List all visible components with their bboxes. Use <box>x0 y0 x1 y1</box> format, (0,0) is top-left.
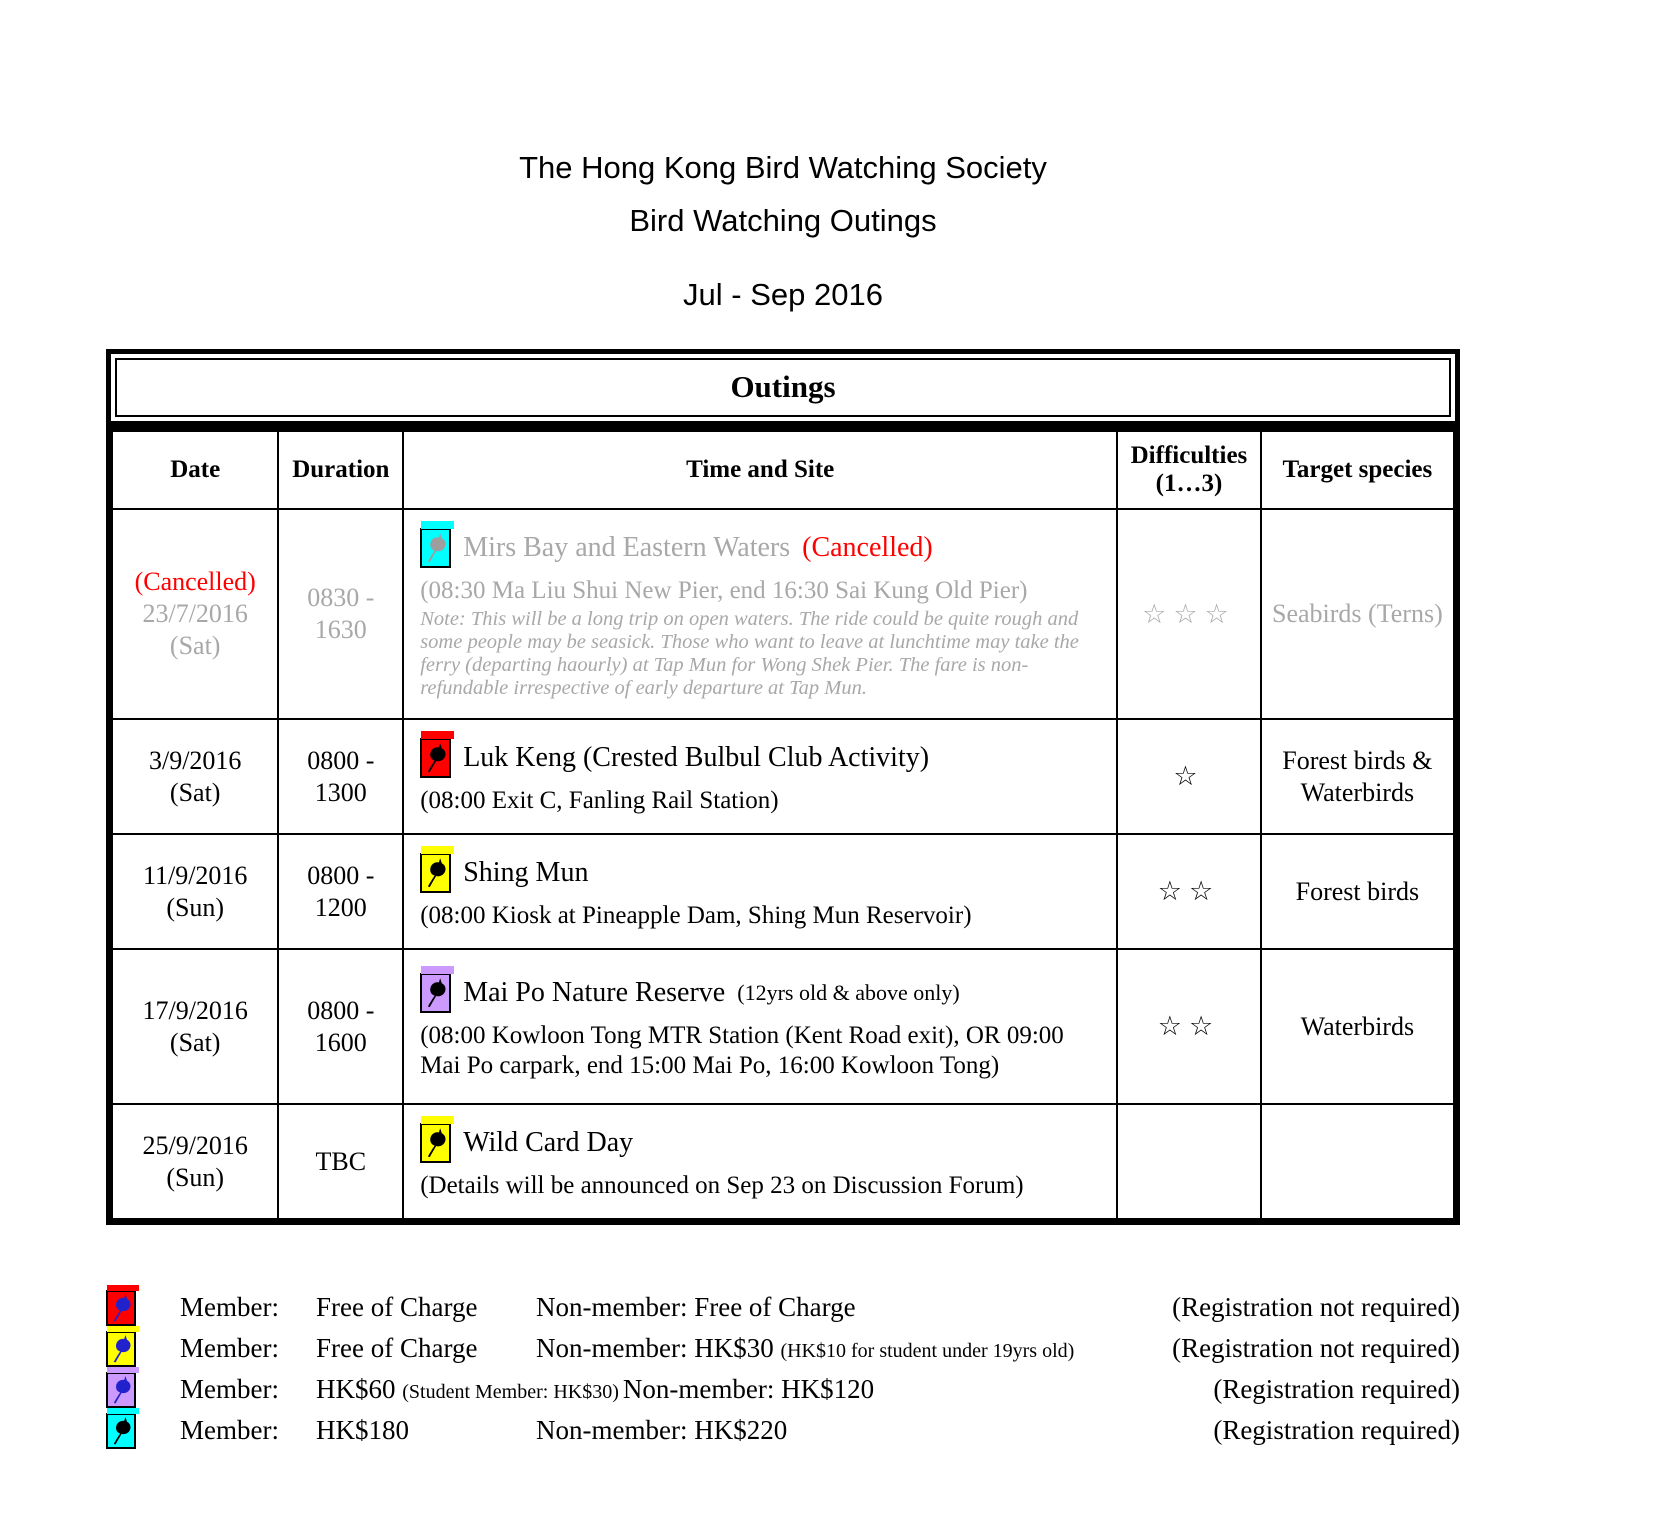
outing-day: (Sat) <box>169 777 221 807</box>
document-title: Bird Watching Outings <box>629 203 937 238</box>
outing-date: 3/9/2016 <box>148 745 242 775</box>
category-yellow-icon <box>420 853 451 893</box>
time-site-cell <box>403 834 1117 949</box>
difficulty-cell <box>1117 1104 1261 1219</box>
difficulty-cell <box>1117 949 1261 1104</box>
registration-note: (Registration not required) <box>1172 1292 1460 1322</box>
nonmember-fee: Non-member: HK$120 <box>622 1374 875 1404</box>
cancelled-flag: (Cancelled) <box>802 532 933 563</box>
table-row-luk-keng <box>112 719 1454 834</box>
outing-location: (08:00 Exit C, Fanling Rail Station) <box>420 786 779 814</box>
duration-cell: TBC <box>278 1104 403 1219</box>
document-header <box>106 0 1460 313</box>
category-purple-icon <box>420 973 451 1013</box>
species-cell: Forest birds <box>1261 834 1454 949</box>
outing-location: (Details will be announced on Sep 23 on Discussion Forum) <box>420 1171 1024 1199</box>
outings-table-frame <box>106 349 1460 1225</box>
member-label: Member: <box>180 1415 279 1445</box>
category-red-icon <box>420 738 451 778</box>
category-red-icon <box>106 1290 136 1326</box>
nonmember-fee: Non-member: HK$30 (HK$10 for student under 19yrs old) <box>536 1333 1075 1363</box>
difficulty-stars: ☆☆ <box>1157 1011 1221 1041</box>
table-row-mai-po <box>112 949 1454 1104</box>
legend-row-yellow <box>106 1328 1460 1369</box>
time-site-cell <box>403 719 1117 834</box>
period-label: Jul - Sep 2016 <box>683 277 883 312</box>
time-site-cell <box>403 509 1117 719</box>
table-row-mirs-bay <box>112 509 1454 719</box>
outing-day: (Sat) <box>169 631 221 660</box>
difficulty-stars: ☆☆ <box>1157 876 1221 906</box>
outing-location: (08:00 Kowloon Tong MTR Station (Kent Road exit), OR 09:00 Mai Po carpark, end 15:00 Mai Po, 16:00 Kowloon Tong) <box>420 1021 1064 1079</box>
outing-title: Mai Po Nature Reserve <box>463 976 726 1008</box>
member-label: Member: <box>180 1333 279 1363</box>
category-cyan-icon <box>106 1413 136 1449</box>
nonmember-fee: Non-member: HK$220 <box>536 1415 788 1445</box>
duration-cell: 0800 - 1300 <box>278 719 403 834</box>
species-cell: Forest birds & Waterbirds <box>1261 719 1454 834</box>
difficulty-cell <box>1117 834 1261 949</box>
category-yellow-icon <box>420 1123 451 1163</box>
date-cell <box>112 719 278 834</box>
outing-day: (Sun) <box>166 1162 225 1192</box>
difficulty-cell <box>1117 719 1261 834</box>
outing-title: Wild Card Day <box>463 1126 634 1158</box>
nonmember-fee-note: (HK$10 for student under 19yrs old) <box>780 1340 1075 1362</box>
header-duration: Duration <box>278 431 403 509</box>
outing-title: Mirs Bay and Eastern Waters <box>463 532 791 563</box>
date-cell <box>112 509 278 719</box>
document <box>106 0 1460 1451</box>
cancelled-status: (Cancelled) <box>134 567 256 596</box>
outing-date: 23/7/2016 <box>142 599 248 628</box>
category-purple-icon <box>106 1372 136 1408</box>
outings-table <box>111 430 1455 1220</box>
registration-note: (Registration not required) <box>1172 1333 1460 1363</box>
date-cell <box>112 1104 278 1219</box>
header-target-species: Target species <box>1261 431 1454 509</box>
duration-cell: 0800 - 1200 <box>278 834 403 949</box>
outing-location: (08:00 Kiosk at Pineapple Dam, Shing Mun Reservoir) <box>420 901 972 929</box>
member-fee: Free of Charge <box>316 1292 478 1322</box>
outing-date: 25/9/2016 <box>142 1130 248 1160</box>
member-label: Member: <box>180 1292 279 1322</box>
member-fee: HK$60 (Student Member: HK$30) <box>316 1374 619 1404</box>
outing-title-restriction: (12yrs old & above only) <box>737 979 960 1005</box>
outing-date: 17/9/2016 <box>142 995 248 1025</box>
table-banner-band <box>111 354 1455 430</box>
header-date: Date <box>112 431 278 509</box>
category-cyan-icon <box>420 528 451 568</box>
registration-note: (Registration required) <box>1213 1374 1460 1404</box>
outing-date: 11/9/2016 <box>142 860 248 890</box>
outing-title: Shing Mun <box>463 856 589 888</box>
header-difficulties: Difficulties (1…3) <box>1117 431 1261 509</box>
outing-title: Luk Keng (Crested Bulbul Club Activity) <box>463 741 930 773</box>
time-site-cell <box>403 949 1117 1104</box>
nonmember-fee: Non-member: Free of Charge <box>536 1292 856 1322</box>
legend-row-cyan <box>106 1410 1460 1451</box>
date-cell <box>112 949 278 1104</box>
difficulty-stars: ☆☆☆ <box>1142 598 1236 629</box>
member-label: Member: <box>180 1374 279 1404</box>
table-header-row <box>112 431 1454 509</box>
species-cell: Seabirds (Terns) <box>1261 509 1454 719</box>
registration-note: (Registration required) <box>1213 1415 1460 1445</box>
duration-cell: 0830 - 1630 <box>278 509 403 719</box>
fee-legend <box>106 1287 1460 1451</box>
table-banner-title: Outings <box>115 358 1451 417</box>
legend-row-red <box>106 1287 1460 1328</box>
outing-location: (08:30 Ma Liu Shui New Pier, end 16:30 Sai Kung Old Pier) <box>420 577 1028 604</box>
category-yellow-icon <box>106 1331 136 1367</box>
member-fee: HK$180 <box>316 1415 409 1445</box>
difficulty-stars: ☆ <box>1173 761 1205 791</box>
date-cell <box>112 834 278 949</box>
society-title: The Hong Kong Bird Watching Society <box>519 150 1047 185</box>
table-row-shing-mun <box>112 834 1454 949</box>
table-row-wild-card <box>112 1104 1454 1219</box>
outing-note: Note: This will be a long trip on open waters. The ride could be quite rough and some people may be seasick. Those who want to leave at lunchtime may take the ferry (departing haourly) at Tap Mun for Wong Shek Pier. The fare is non-refundable irrespective of early departure at Tap Mun. <box>420 608 1079 699</box>
species-cell <box>1261 1104 1454 1219</box>
difficulty-cell <box>1117 509 1261 719</box>
header-time-site: Time and Site <box>403 431 1117 509</box>
member-fee: Free of Charge <box>316 1333 478 1363</box>
legend-row-purple <box>106 1369 1460 1410</box>
duration-cell: 0800 - 1600 <box>278 949 403 1104</box>
outing-day: (Sat) <box>169 1027 221 1057</box>
time-site-cell <box>403 1104 1117 1219</box>
outing-day: (Sun) <box>166 892 225 922</box>
species-cell: Waterbirds <box>1261 949 1454 1104</box>
member-fee-note: (Student Member: HK$30) <box>402 1381 619 1403</box>
